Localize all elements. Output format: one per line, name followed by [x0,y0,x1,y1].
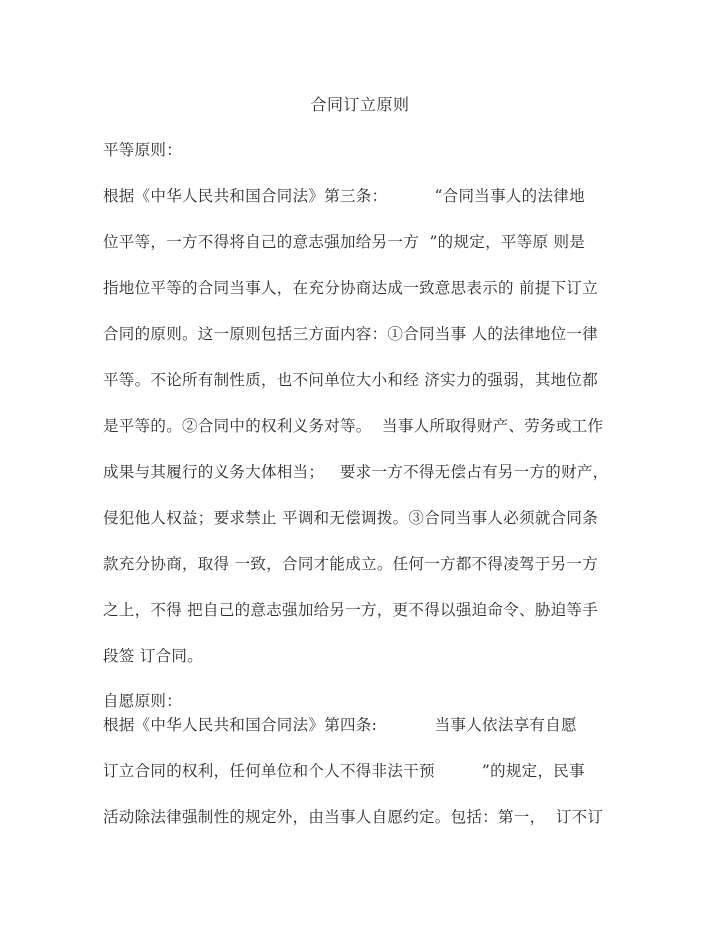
paragraph-line: 是平等的。②合同中的权利义务对等。 当事人所取得财产、劳务或工作 [103,417,604,435]
document-title: 合同订立原则 [310,95,410,114]
section-heading-voluntary: 自愿原则： [103,692,183,710]
paragraph-line: 段签 订合同。 [103,647,204,665]
paragraph-line: 成果与其履行的义务大体相当； 要求一方不得无偿占有另一方的财产， [103,463,609,481]
paragraph-line: 位平等，一方不得将自己的意志强加给另一方 ”的规定，平等原 则是 [103,233,586,251]
paragraph-line: 之上，不得 把自己的意志强加给另一方，更不得以强迫命令、胁迫等手 [103,601,599,619]
paragraph-line: 订立合同的权利，任何单位和个人不得非法干预 ”的规定，民事 [103,762,585,780]
section-heading-equality: 平等原则： [103,141,183,159]
paragraph-line: 合同的原则。这一原则包括三方面内容：①合同当事 人的法律地位一律 [103,325,599,343]
paragraph-line: 根据《中华人民共和国合同法》第三条： “合同当事人的法律地 [103,187,585,205]
paragraph-line: 平等。不论所有制性质，也不问单位大小和经 济实力的强弱，其地位都 [103,371,599,389]
paragraph-line: 款充分协商，取得 一致，合同才能成立。任何一方都不得凌驾于另一方 [103,555,599,573]
paragraph-line: 活动除法律强制性的规定外，由当事人自愿约定。包括：第一， 订不订 [103,808,604,826]
paragraph-line: 侵犯他人权益；要求禁止 平调和无偿调拨。③合同当事人必须就合同条 [103,509,599,527]
paragraph-line: 指地位平等的合同当事人，在充分协商达成一致意思表示的 前提下订立 [103,279,599,297]
paragraph-line: 根据《中华人民共和国合同法》第四条: 当事人依法享有自愿 [103,716,577,734]
